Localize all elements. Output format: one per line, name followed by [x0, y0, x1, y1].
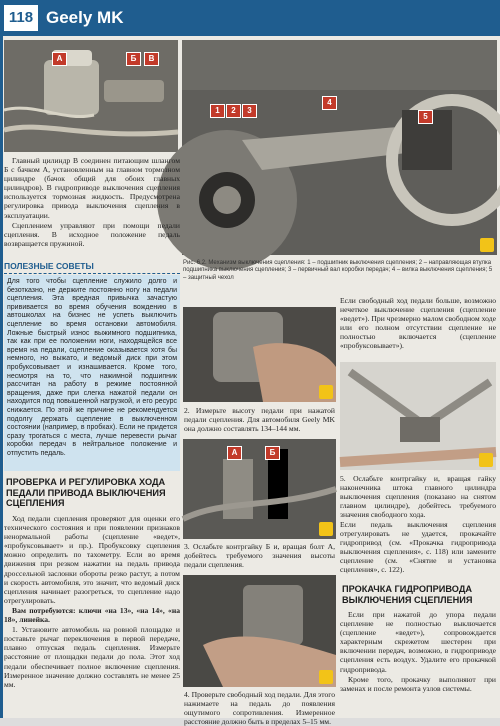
intro-paragraph-2: Сцеплением управляют при помощи педали сцепления. В исходное положение педаль возвращается пружиной. [4, 220, 180, 248]
photo-adjust-bolt [183, 439, 336, 539]
brand-title: Geely MK [46, 8, 124, 27]
tag-b: Б [126, 52, 141, 66]
bleed-paragraph-2: Кроме того, прокачку выполняют при заменах и после ремонта узлов системы. [340, 674, 496, 693]
advice-title: ПОЛЕЗНЫЕ СОВЕТЫ [4, 261, 180, 274]
tag-3: 3 [242, 104, 257, 118]
photo-master-cylinder [4, 40, 178, 152]
step-5: 5. Ослабьте контргайку и, вращая гайку наконечника штока главного цилиндра выключения сцепления (показано на снятом главном цилиндре), добейтесь требуемого значения свободного хода. [340, 474, 496, 520]
left-edge-stripe [0, 36, 3, 718]
section-check-title: ПРОВЕРКА И РЕГУЛИРОВКА ХОДА ПЕДАЛИ ПРИВОДА ВЫКЛЮЧЕНИЯ СЦЕПЛЕНИЯ [6, 477, 166, 508]
section-check-paragraph: Ход педали сцепления проверяют для оценки его технического состояния и при появлении признаков ненормальной работы (сцепление «ведет», «пробуксовывает» и пр.). Пробуксовку сцепления можно определить по тахометру. Если во время движения при резком нажатии на педаль привода дроссельной заслонки обороты резко растут, а потом и скорость автомобиля, это значит, что ведомый диск сцепления начинает разогреться, то сцепление надо отрегулировать. [4, 514, 180, 605]
tag-2: 2 [226, 104, 241, 118]
tool-icon [319, 385, 333, 399]
advice-box: Для того чтобы сцепление служило долго и безотказно, не держите постоянно ногу на педали сцепления. Эта вредная привычка зачастую прививается во время обучения вождению в автошколах на бизнес не успеть выключить сцепление во время остановки автомобиля. Ложные быстрый износ выжимного подшипника, так как при ее положении ноги, находящейся все время на педали, сцепление оказывается хотя бы немного, но выжато, и ведомый диск при этом пробуксовывает и изнашивается. Кроме того, несмотря на то, что нажимной подшипник рассчитан на работу в режиме постоянной вращения, даже при слегка нажатой педали он находится под повышенной нагрузкой, и его ресурс снижается. По этой же причине не рекомендуется подолгу держать сцепление в выключенном состоянии (например, в пробках). Если не придется сразу трогаться с места, лучше перевести рычаг коробки передач в нейтральное положение и отпустить педаль. [4, 275, 180, 471]
bleed-text [340, 610, 496, 694]
photo-pushrod-adjust-art [340, 362, 496, 470]
photo-free-play [183, 575, 336, 687]
right-paragraph-1: Если свободный ход педали больше, возможно нечеткое выключение сцепления (сцепление «ведет»). При чрезмерно малом свободном ходе или его полном отсутствии сцепление не полностью включается (сцепление «пробуксовывает»). [340, 296, 496, 351]
step-4: 4. Проверьте свободный ход педали. Для этого нажимаете на педаль до появления ощутимого сопротивления. Измеренное расстояние должно быть в пределах 5–15 мм. [184, 690, 335, 726]
bleed-paragraph-1: Если при нажатой до упора педали сцепление не полностью выключается (сцепление «ведет»), сопровождается характерным скрежетом шестерен при включении передач, возможно, в гидроприводе сцепления есть воздух. Удалите его прокачкой гидропривода. [340, 610, 496, 674]
photo-release-mechanism [182, 40, 497, 255]
section-check-text [4, 514, 180, 690]
tool-icon [319, 670, 333, 684]
tag-1: 1 [210, 104, 225, 118]
tag-v: В [144, 52, 159, 66]
page-header [0, 0, 500, 36]
right-paragraph-2: Если педаль выключения сцепления отрегулировать не удается, прокачайте гидропривод (см. «Прокачка гидропривода выключения сцепления», с. 118) или замените сцепление (см. «Снятие и установка сцепления», с. 122). [340, 520, 496, 575]
photo-pedal-height-art [183, 307, 336, 402]
photo-pedal-height [183, 307, 336, 402]
step-1: 1. Установите автомобиль на ровной площадке и поставьте рычаг переключения в первой передаче, плавно отпуская педаль сцепления. Измерьте расстояние от площадки педали до пола. Этот ход педали обеспечивает полное включение сцепления. Измеренное значение должно составлять не менее 25 мм. [4, 625, 180, 689]
photo-adjust-bolt-art [183, 439, 336, 539]
section-bleed-title: ПРОКАЧКА ГИДРОПРИВОДА ВЫКЛЮЧЕНИЯ СЦЕПЛЕНИЯ [342, 584, 473, 605]
step-3: 3. Ослабьте контргайку Б и, вращая болт А, добейтесь требуемого значения высоты педали сцепления. [184, 542, 335, 570]
tools-needed: Вам потребуются: ключи «на 13», «на 14», «на 18», линейка. [4, 605, 180, 625]
tool-icon [480, 238, 494, 252]
photo-free-play-art [183, 575, 336, 687]
page-number: 118 [4, 5, 38, 31]
tag-b: Б [265, 446, 280, 460]
tag-4: 4 [322, 96, 337, 110]
intro-text [4, 156, 180, 249]
tag-a: А [52, 52, 67, 66]
step-2: 2. Измерьте высоту педали при нажатой педали сцепления. Для автомобиля Geely MK она должно составлять 134–144 мм. [184, 406, 335, 434]
tag-5: 5 [418, 110, 433, 124]
tool-icon [479, 453, 493, 467]
figure-caption: Рис. 6.2. Механизм выключения сцепления: 1 – подшипник выключения сцепления; 2 – направляющая втулка подшипника выключения сцепления; 3 – первичный вал коробки передач; 4 – вилка выключения сцепления; 5 – защитный чехол [183, 260, 493, 281]
intro-paragraph: Главный цилиндр В соединен питающим шлангом Б с бачком А, установленным на главном тормозном цилиндре (бачок общий для обоих главных цилиндров). В гидроприводе выключения сцепления используется тормозная жидкость. Предусмотрена регулировка привода выключения сцепления в эксплуатации. [4, 156, 180, 220]
tag-a: А [227, 446, 242, 460]
photo-pushrod-adjust [340, 362, 496, 470]
photo-release-mechanism-art [182, 40, 497, 255]
tool-icon [319, 522, 333, 536]
